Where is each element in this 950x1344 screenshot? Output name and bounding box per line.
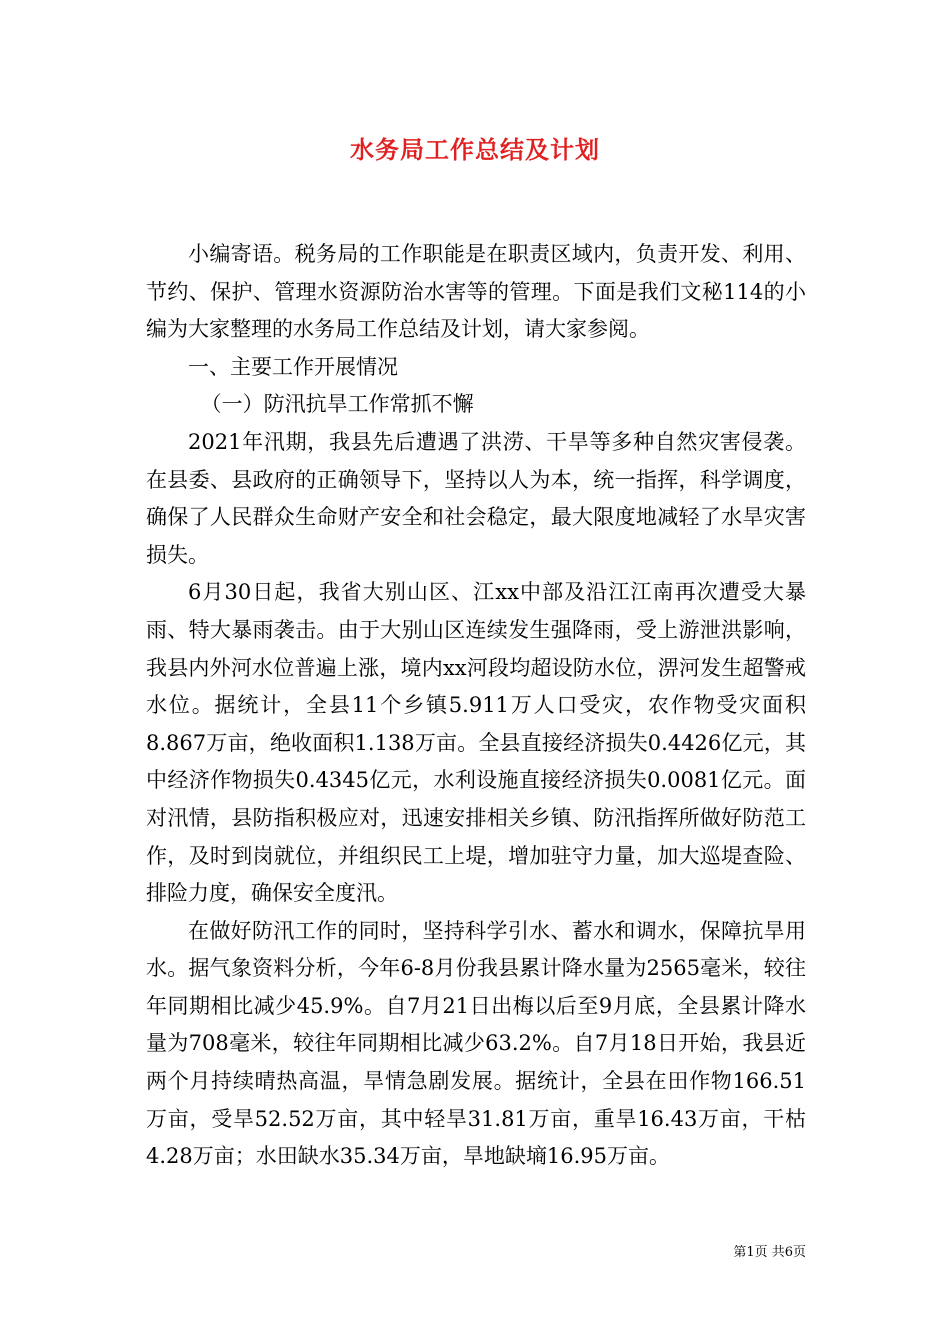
body-paragraph: 在做好防汛工作的同时，坚持科学引水、蓄水和调水，保障抗旱用水。据气象资料分析，今年6-8月份我县累计降水量为2565毫米，较往年同期相比减少45.9%。自7月21日出梅以后至9月底，全县累计降水量为708毫米，较往年同期相比减少63.2%。自7月18日开始，我县近两个月持续晴热高温，旱情急剧发展。据统计，全县在田作物166.51万亩，受旱52.52万亩，其中轻旱31.81万亩，重旱16.43万亩，干枯4.28万亩；水田缺水35.34万亩，旱地缺墒16.95万亩。 bbox=[146, 918, 806, 1169]
document-title: 水务局工作总结及计划 bbox=[350, 135, 600, 164]
document-body bbox=[146, 236, 806, 1176]
subsection-heading: （一）防汛抗旱工作常抓不懈 bbox=[200, 392, 474, 417]
section-heading: 一、主要工作开展情况 bbox=[188, 354, 398, 379]
page-number: 第1页 共6页 bbox=[733, 1245, 806, 1260]
body-paragraph: 2021年汛期，我县先后遭遇了洪涝、干旱等多种自然灾害侵袭。在县委、县政府的正确领导下，坚持以人为本，统一指挥，科学调度，确保了人民群众生命财产安全和社会稳定，最大限度地减轻了水旱灾害损失。 bbox=[146, 429, 806, 567]
intro-paragraph: 小编寄语。税务局的工作职能是在职责区域内，负责开发、利用、节约、保护、管理水资源防治水害等的管理。下面是我们文秘114的小编为大家整理的水务局工作总结及计划，请大家参阅。 bbox=[146, 242, 806, 342]
body-paragraph: 6月30日起，我省大别山区、江xx中部及沿江江南再次遭受大暴雨、特大暴雨袭击。由于大别山区连续发生强降雨，受上游泄洪影响，我县内外河水位普遍上涨，境内xx河段均超设防水位，淠河发生超警戒水位。据统计，全县11个乡镇5.911万人口受灾，农作物受灾面积8.867万亩，绝收面积1.138万亩。全县直接经济损失0.4426亿元，其中经济作物损失0.4345亿元，水利设施直接经济损失0.0081亿元。面对汛情，县防指积极应对，迅速安排相关乡镇、防汛指挥所做好防范工作，及时到岗就位，并组织民工上堤，增加驻守力量，加大巡堤查险、排险力度，确保安全度汛。 bbox=[146, 580, 806, 906]
